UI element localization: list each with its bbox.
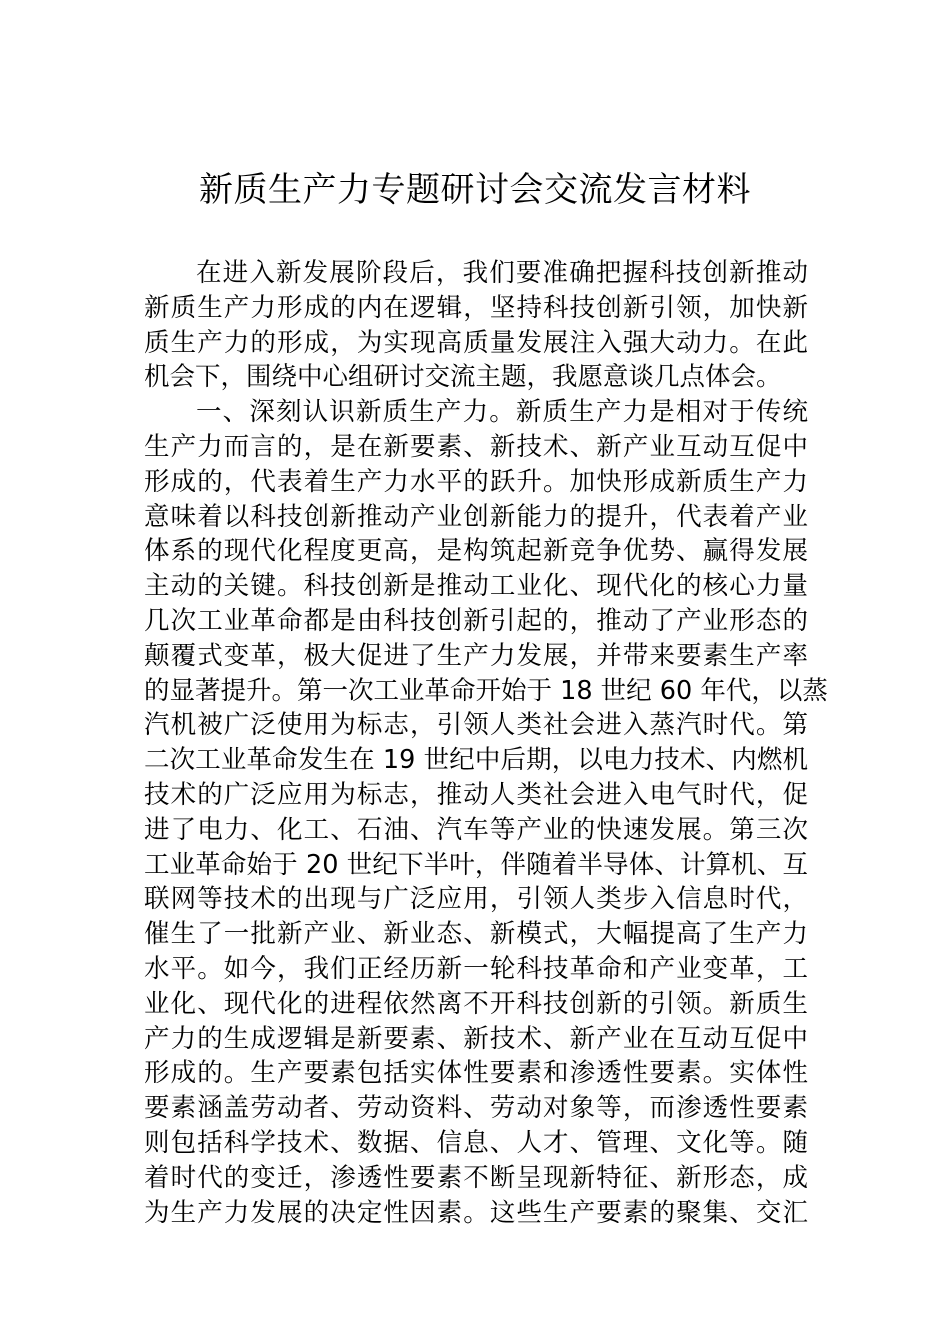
paragraph-line: 技术的广泛应用为标志，推动人类社会进入电气时代，促 <box>144 779 808 810</box>
paragraph-line: 生产力而言的，是在新要素、新技术、新产业互动互促中 <box>144 431 808 462</box>
paragraph-line: 水平。如今，我们正经历新一轮科技革命和产业变革，工 <box>144 953 808 984</box>
paragraph-line: 质生产力的形成，为实现高质量发展注入强大动力。在此 <box>144 327 808 358</box>
paragraph-line: 的显著提升。第一次工业革命开始于 18 世纪 60 年代，以蒸 <box>144 675 828 706</box>
paragraph-line: 着时代的变迁，渗透性要素不断呈现新特征、新形态，成 <box>144 1162 808 1193</box>
paragraph-line: 几次工业革命都是由科技创新引起的，推动了产业形态的 <box>144 605 808 636</box>
paragraph-line: 工业革命始于 20 世纪下半叶，伴随着半导体、计算机、互 <box>144 849 808 880</box>
paragraph-line: 一、深刻认识新质生产力。新质生产力是相对于传统 <box>196 397 808 428</box>
paragraph-line: 颠覆式变革，极大促进了生产力发展，并带来要素生产率 <box>144 640 808 671</box>
paragraph-line: 为生产力发展的决定性因素。这些生产要素的聚集、交汇 <box>144 1197 808 1228</box>
paragraph-line: 形成的，代表着生产力水平的跃升。加快形成新质生产力 <box>144 466 808 497</box>
paragraph-line: 则包括科学技术、数据、信息、人才、管理、文化等。随 <box>144 1127 808 1158</box>
paragraph-line: 汽机被广泛使用为标志，引领人类社会进入蒸汽时代。第 <box>144 710 808 741</box>
document-title: 新质生产力专题研讨会交流发言材料 <box>199 170 751 210</box>
paragraph-line: 业化、现代化的进程依然离不开科技创新的引领。新质生 <box>144 988 808 1019</box>
paragraph-line: 催生了一批新产业、新业态、新模式，大幅提高了生产力 <box>144 919 808 950</box>
paragraph-line: 产力的生成逻辑是新要素、新技术、新产业在互动互促中 <box>144 1023 808 1054</box>
paragraph-line: 意味着以科技创新推动产业创新能力的提升，代表着产业 <box>144 501 808 532</box>
paragraph-line: 体系的现代化程度更高，是构筑起新竞争优势、赢得发展 <box>144 536 808 567</box>
paragraph-line: 形成的。生产要素包括实体性要素和渗透性要素。实体性 <box>144 1058 808 1089</box>
paragraph-line: 主动的关键。科技创新是推动工业化、现代化的核心力量 <box>144 571 808 602</box>
paragraph-line: 机会下，围绕中心组研讨交流主题，我愿意谈几点体会。 <box>144 362 782 393</box>
paragraph-line: 在进入新发展阶段后，我们要准确把握科技创新推动 <box>196 258 808 288</box>
paragraph-line: 要素涵盖劳动者、劳动资料、劳动对象等，而渗透性要素 <box>144 1093 808 1124</box>
paragraph-line: 新质生产力形成的内在逻辑，坚持科技创新引领，加快新 <box>144 292 808 323</box>
document-body <box>144 256 828 1230</box>
paragraph-line: 联网等技术的出现与广泛应用，引领人类步入信息时代， <box>144 884 808 915</box>
paragraph-line: 二次工业革命发生在 19 世纪中后期，以电力技术、内燃机 <box>144 745 808 776</box>
paragraph-line: 进了电力、化工、石油、汽车等产业的快速发展。第三次 <box>144 814 808 845</box>
